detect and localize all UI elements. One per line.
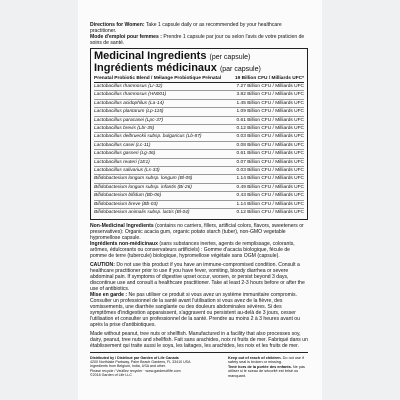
ingredient-amount: 1.09 Billion CFU / Milliards UFC: [236, 109, 304, 115]
ingredient-row: [94, 100, 304, 108]
ingredient-strain: Lactobacillus acidophilus (La-14): [94, 100, 164, 106]
directions-section: [90, 22, 308, 46]
ingredient-amount: 3.82 Billion CFU / Milliards UFC: [236, 92, 304, 98]
ingredient-amount: 0.43 Billion CFU / Milliards UFC: [236, 193, 304, 199]
ingredient-amount: 7.27 Billion CFU / Milliards UFC: [236, 84, 304, 89]
ingredient-strain: Bifidobacterium animalis subsp. lactis (Bl-04): [94, 210, 190, 216]
keep-out-en-label: Keep out of reach of children.: [228, 355, 282, 360]
non-medicinal-fr-label: Ingrédients non-médicinaux: [90, 240, 158, 247]
distributor-line: Distributed by / Distribué par Garden of Life Canada: [90, 355, 179, 360]
ingredient-amount: 1.14 Billion CFU / Milliards UFC: [236, 176, 304, 182]
product-label-panel: [78, 0, 322, 400]
medicinal-title-en-text: Medicinal Ingredients: [94, 50, 207, 62]
ingredient-strain: Lactobacillus brevis (Lbr-35): [94, 126, 155, 132]
ingredient-amount: 0.61 Billion CFU / Milliards UFC: [236, 151, 304, 157]
keep-out-en-text: Do not use if safety seal is broken or missing.: [228, 355, 304, 365]
ingredient-table: [94, 83, 304, 217]
ingredient-strain: Lactobacillus rhamnosus (Lr-32): [94, 84, 163, 89]
ingredient-strain: Lactobacillus plantarum (Lp-115): [94, 109, 164, 115]
ingredient-row: [94, 91, 304, 99]
non-medicinal-en-text: (contains no carriers, fillers, artificial colors, flavors, sweeteners or preservatives): Organic acacia gum, organic potato starch (tuber), non-GMO vegetable hypromellose capsule.: [90, 222, 304, 241]
caution-en-text: Do not use this product if you have an immune-compromised condition. Consult a healthcare practitioner prior to use if you have fever, vomiting, bloody diarrhea or severe abdominal pain. If symptoms of digestive upset occur, worsen, or persist beyond 3 days, discontinue use and consult a healthcare practitioner. Take at least 2-3 hours before or after the use of antibiotics.: [90, 261, 305, 292]
caution-section: [90, 262, 308, 328]
caution-en-label: CAUTION:: [90, 261, 115, 268]
origin-line: Ingredients from Belgium, India, USA and other.: [90, 364, 166, 369]
ingredient-row: [94, 125, 304, 133]
ingredient-row: [94, 133, 304, 141]
recycle-line: Please recycle / Veuillez recycler · www.gardenoflife.com: [90, 368, 181, 373]
medicinal-per-fr: (par capsule): [219, 66, 261, 73]
keep-out-fr-label: Tenir hors de la portée des enfants.: [228, 364, 292, 369]
ingredient-amount: 1.14 Billion CFU / Milliards UFC: [236, 201, 304, 207]
directions-fr-label: Mode d'emploi pour femmes :: [90, 34, 162, 40]
ingredient-strain: Lactobacillus delbrueckii subsp. bulgaricus (Lb-87): [94, 134, 202, 140]
ingredient-amount: 0.12 Billion CFU / Milliards UFC: [236, 210, 304, 216]
allergen-fr-text: Fait sans arachides, noix ni fruits de mer. Fabriqué dans un établissement qui traite aussi le soya, les laitages, les arachides, les noix et les fruits de mer.: [90, 336, 308, 349]
allergen-section: [90, 331, 308, 349]
blend-amount: 19 Billion CFU / Milliards UFC*: [234, 76, 304, 81]
ingredient-row: [94, 201, 304, 209]
ingredient-row: [94, 167, 304, 175]
address-line: 4200 Northlake Parkway, Palm Beach Gardens, FL 33410 USA: [90, 359, 191, 364]
ingredient-strain: Lactobacillus gasseri (Lg-36): [94, 151, 156, 157]
non-medicinal-section: [90, 223, 308, 259]
blend-header: [94, 76, 304, 83]
ingredient-row: [94, 108, 304, 116]
allergen-en-text: Made without peanut, tree nuts or shellfish. Manufactured in a facility that also processes soy, dairy, peanut, tree nuts and shellfish.: [90, 330, 301, 343]
blend-label: Prenatal Probiotic Blend / Mélange Probiotique Prénatal: [94, 76, 222, 81]
ingredient-strain: Lactobacillus salivarius (Ls-33): [94, 168, 160, 174]
distribution-info: [90, 356, 208, 379]
ingredient-row: [94, 184, 304, 192]
non-medicinal-en-label: Non-Medicinal Ingredients: [90, 222, 154, 229]
ingredient-amount: 0.49 Billion CFU / Milliards UFC: [236, 184, 304, 190]
ingredient-strain: Bifidobacterium longum subsp. infantis (Bi-26): [94, 184, 192, 190]
ingredient-row: [94, 159, 304, 167]
medicinal-title-fr-text: Ingrédients médicinaux: [94, 62, 217, 74]
ingredient-strain: Lactobacillus reuteri (1E1): [94, 159, 150, 165]
medicinal-per-en: (per capsule): [209, 54, 251, 61]
medicinal-title-fr: [94, 63, 304, 75]
ingredient-strain: Lactobacillus paracasei (Lpc-37): [94, 117, 164, 123]
directions-en-label: Directions for Women:: [90, 22, 145, 28]
ingredient-strain: Bifidobacterium longum subsp. longum (Bl-05): [94, 176, 193, 182]
section-divider: [90, 352, 308, 353]
keep-out-fr-text: Ne pas utiliser si le sceau de sécurité est brisé ou manquant.: [228, 364, 305, 378]
ingredient-row: [94, 150, 304, 158]
ingredient-strain: Lactobacillus rhamnosus (HN001): [94, 92, 167, 98]
ingredient-row: [94, 209, 304, 216]
ingredient-strain: Bifidobacterium breve (Bb-03): [94, 201, 158, 207]
ingredient-amount: 0.03 Billion CFU / Milliards UFC: [236, 168, 304, 174]
caution-fr-text: Ne pas utiliser ce produit si vous avez un système immunitaire compromis. Consulter un professionnel de la santé avant l'utilisation si vous avez de la fièvre, des vomissements, une diarrhée sanglante ou des douleurs abdominales sévères. Si des symptômes d'indigestion apparaissent, s'aggravent ou persistent au-delà de 3 jours, cesser l'utilisation et consulter un professionnel de la santé. Prendre au moins 2 à 3 heures avant ou après la prise d'antibiotiques.: [90, 291, 300, 328]
copyright-line: ©2018 Garden of Life LLC: [90, 373, 133, 378]
ingredient-amount: 0.08 Billion CFU / Milliards UFC: [236, 142, 304, 148]
non-medicinal-fr-text: (sans substances inertes, agents de remplissage, colorants, arômes, édulcorants ou conservateurs artificiels) : Gomme d'acacia biologique, fécule de pomme de terre (tubercule) biologique, hypromellose végétale sans OGM (capsule).: [90, 240, 295, 259]
ingredient-amount: 0.12 Billion CFU / Milliards UFC: [236, 126, 304, 132]
caution-fr-label: Mise en garde :: [90, 291, 128, 298]
keep-out-warning: [228, 356, 308, 379]
ingredient-strain: Lactobacillus casei (Lc-11): [94, 142, 151, 148]
ingredient-amount: 0.61 Billion CFU / Milliards UFC: [236, 117, 304, 123]
ingredient-amount: 1.45 Billion CFU / Milliards UFC: [236, 100, 304, 106]
directions-en-text: Take 1 capsule daily or as recommended by your healthcare practitioner.: [90, 22, 282, 34]
ingredient-amount: 0.03 Billion CFU / Milliards UFC: [236, 134, 304, 140]
ingredient-row: [94, 142, 304, 150]
directions-fr-text: Prendre 1 capsule par jour ou selon l'avis de votre praticien de soins de santé.: [90, 34, 305, 46]
ingredient-row: [94, 175, 304, 183]
ingredient-amount: 0.07 Billion CFU / Milliards UFC: [236, 159, 304, 165]
ingredient-strain: Bifidobacterium bifidum (Bb-06): [94, 193, 162, 199]
footer: [90, 356, 308, 379]
ingredient-row: [94, 117, 304, 125]
medicinal-ingredients-box: [90, 48, 308, 220]
ingredient-row: [94, 192, 304, 200]
ingredient-row: [94, 83, 304, 91]
